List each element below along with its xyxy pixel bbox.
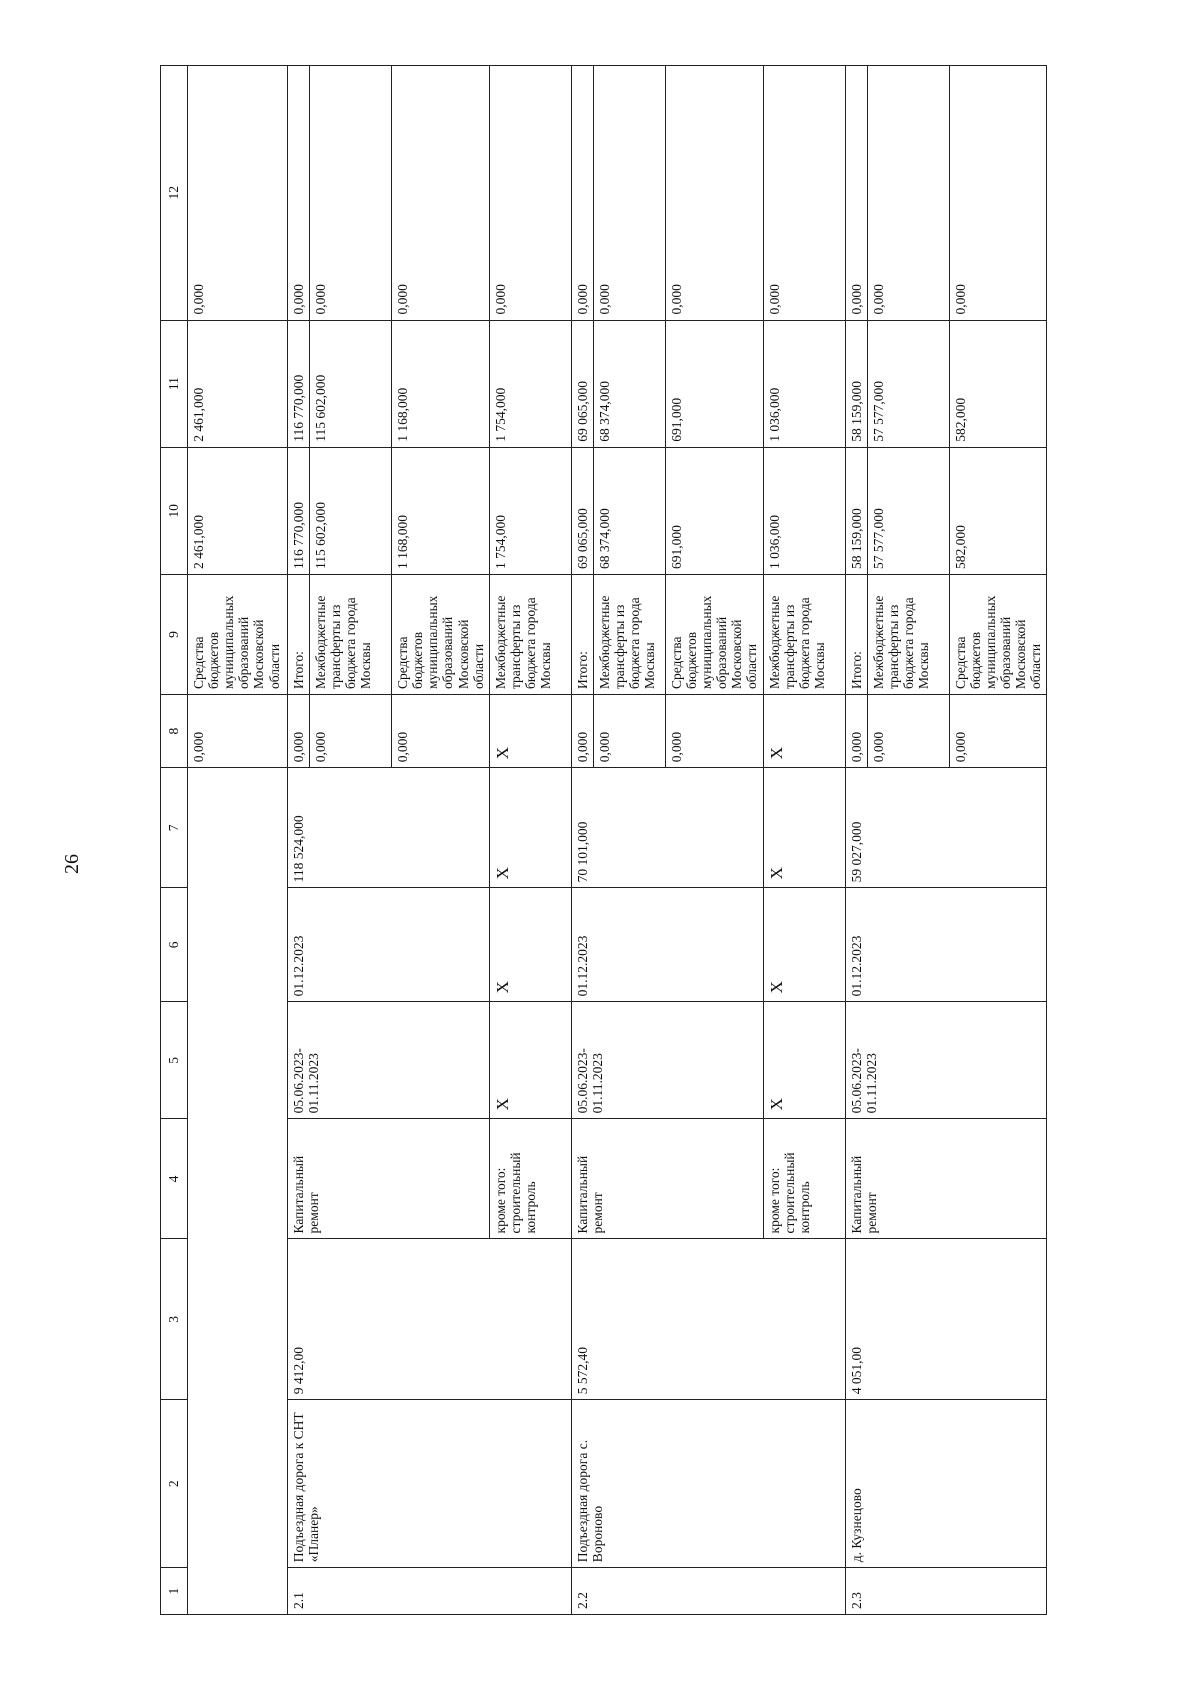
empty-cell: [188, 768, 288, 1615]
control-note: кроме того: строительный контроль: [763, 1119, 845, 1239]
x-mark: X: [489, 888, 571, 1002]
header-cell: 4: [161, 1119, 188, 1239]
cell-source: Средства бюджетов муниципальных образований Московской области: [949, 574, 1047, 694]
cell-value: 1 754,000: [489, 447, 571, 574]
cell-source: Средства бюджетов муниципальных образований Московской области: [392, 574, 490, 694]
cell-value: 58 159,000: [845, 320, 867, 447]
cell-value: 0,000: [949, 66, 1047, 321]
header-cell: 2: [161, 1400, 188, 1568]
cell-value: 0,000: [867, 66, 949, 321]
cell-value: 0,000: [593, 66, 665, 321]
table-container: [160, 65, 1200, 1615]
cell-value: 0,000: [392, 66, 490, 321]
cell-value: 115 602,000: [310, 320, 392, 447]
x-mark: X: [763, 768, 845, 888]
cell-value: 0,000: [489, 66, 571, 321]
work-dates: 05.06.2023-01.11.2023: [845, 1002, 1047, 1119]
header-cell: 7: [161, 768, 188, 888]
cell-value: 0,000: [665, 66, 763, 321]
cell-value: 0,000: [763, 66, 845, 321]
table-row: [288, 66, 310, 1615]
cell-source: Средства бюджетов муниципальных образований Московской области: [188, 574, 288, 694]
object-cost: 118 524,000: [288, 768, 490, 888]
cell-value: 0,000: [845, 695, 867, 768]
work-type: Капитальный ремонт: [288, 1119, 490, 1239]
x-mark: X: [489, 695, 571, 768]
cell-value: 116 770,000: [288, 320, 310, 447]
row-number: 2.2: [571, 1568, 845, 1615]
end-date: 01.12.2023: [288, 888, 490, 1002]
financing-table: [160, 65, 1047, 1615]
cell-value: 0,000: [593, 695, 665, 768]
cell-value: 0,000: [188, 695, 288, 768]
header-cell: 1: [161, 1568, 188, 1615]
cell-value: 1 168,000: [392, 320, 490, 447]
object-length: 5 572,40: [571, 1239, 845, 1400]
header-row: [161, 66, 188, 1615]
cell-value: 68 374,000: [593, 447, 665, 574]
cell-source: Межбюджетные трансферты из бюджета города Москвы: [489, 574, 571, 694]
cell-value: 1 036,000: [763, 447, 845, 574]
cell-source: Итого:: [288, 574, 310, 694]
cell-value: 0,000: [288, 695, 310, 768]
cell-value: 58 159,000: [845, 447, 867, 574]
object-name: д. Кузнецово: [845, 1400, 1047, 1568]
cell-value: 0,000: [310, 695, 392, 768]
header-cell: 12: [161, 66, 188, 321]
cell-value: 2 461,000: [188, 447, 288, 574]
work-dates: 05.06.2023-01.11.2023: [571, 1002, 763, 1119]
cell-value: 0,000: [571, 66, 593, 321]
cell-value: 691,000: [665, 320, 763, 447]
cell-value: 2 461,000: [188, 320, 288, 447]
cell-value: 0,000: [392, 695, 490, 768]
object-cost: 70 101,000: [571, 768, 763, 888]
cell-value: 0,000: [949, 695, 1047, 768]
x-mark: X: [763, 695, 845, 768]
cell-value: 1 036,000: [763, 320, 845, 447]
x-mark: X: [489, 768, 571, 888]
header-cell: 10: [161, 447, 188, 574]
work-type: Капитальный ремонт: [845, 1119, 1047, 1239]
object-cost: 59 027,000: [845, 768, 1047, 888]
cell-value: 691,000: [665, 447, 763, 574]
object-length: 4 051,00: [845, 1239, 1047, 1400]
cell-value: 1 168,000: [392, 447, 490, 574]
cell-source: Межбюджетные трансферты из бюджета города Москвы: [867, 574, 949, 694]
header-cell: 5: [161, 1002, 188, 1119]
cell-value: 1 754,000: [489, 320, 571, 447]
cell-source: Средства бюджетов муниципальных образований Московской области: [665, 574, 763, 694]
end-date: 01.12.2023: [845, 888, 1047, 1002]
row-number: 2.3: [845, 1568, 1047, 1615]
table-row: [571, 66, 593, 1615]
x-mark: X: [763, 1002, 845, 1119]
header-cell: 11: [161, 320, 188, 447]
table-row: [845, 66, 867, 1615]
work-type: Капитальный ремонт: [571, 1119, 763, 1239]
cell-value: 0,000: [188, 66, 288, 321]
cell-value: 116 770,000: [288, 447, 310, 574]
cell-value: 0,000: [571, 695, 593, 768]
cell-value: 68 374,000: [593, 320, 665, 447]
header-cell: 9: [161, 574, 188, 694]
cell-value: 69 065,000: [571, 320, 593, 447]
cell-source: Итого:: [845, 574, 867, 694]
object-name: Подъездная дорога к СНТ «Планер»: [288, 1400, 572, 1568]
cell-value: 57 577,000: [867, 447, 949, 574]
cell-value: 582,000: [949, 320, 1047, 447]
cell-value: 0,000: [310, 66, 392, 321]
header-cell: 3: [161, 1239, 188, 1400]
cell-value: 115 602,000: [310, 447, 392, 574]
object-length: 9 412,00: [288, 1239, 572, 1400]
cell-value: 0,000: [665, 695, 763, 768]
page-number: 26: [61, 854, 83, 874]
cell-value: 582,000: [949, 447, 1047, 574]
object-name: Подъездная дорога с. Вороново: [571, 1400, 845, 1568]
header-cell: 6: [161, 888, 188, 1002]
end-date: 01.12.2023: [571, 888, 763, 1002]
cell-value: 57 577,000: [867, 320, 949, 447]
control-note: кроме того: строительный контроль: [489, 1119, 571, 1239]
cell-value: 0,000: [845, 66, 867, 321]
cell-source: Итого:: [571, 574, 593, 694]
x-mark: X: [489, 1002, 571, 1119]
cell-source: Межбюджетные трансферты из бюджета города Москвы: [310, 574, 392, 694]
cell-value: 0,000: [288, 66, 310, 321]
header-cell: 8: [161, 695, 188, 768]
row-number: 2.1: [288, 1568, 572, 1615]
cell-source: Межбюджетные трансферты из бюджета города Москвы: [593, 574, 665, 694]
cell-source: Межбюджетные трансферты из бюджета города Москвы: [763, 574, 845, 694]
cell-value: 0,000: [867, 695, 949, 768]
x-mark: X: [763, 888, 845, 1002]
work-dates: 05.06.2023-01.11.2023: [288, 1002, 490, 1119]
cell-value: 69 065,000: [571, 447, 593, 574]
continuation-row: [188, 66, 288, 1615]
